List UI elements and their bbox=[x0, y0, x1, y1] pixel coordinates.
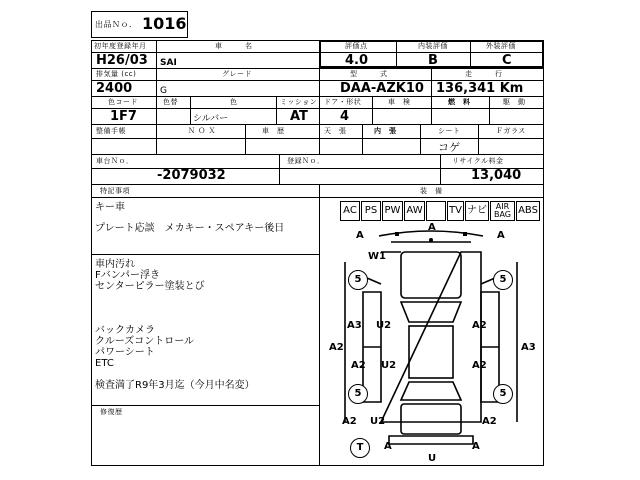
equip-pw: PW bbox=[382, 201, 403, 221]
displacement-label: 排気量 (cc) bbox=[96, 70, 137, 78]
doors-value: 4 bbox=[340, 109, 350, 124]
recycle-value: 13,040 bbox=[471, 168, 522, 183]
tyre-front-left: 5 bbox=[348, 270, 368, 290]
mission-value: AT bbox=[290, 109, 308, 124]
mission-label: ミッション bbox=[280, 98, 318, 106]
drive-label: 駆 動 bbox=[503, 98, 526, 106]
note-line: プレート応談 メカキー・スペアキー後日 bbox=[95, 223, 285, 234]
equip-navi: ナビ bbox=[465, 201, 489, 221]
mark-u2-left: U2 bbox=[376, 320, 392, 331]
lot-label: 出品Ｎｏ． bbox=[95, 20, 138, 29]
color-swap-label: 色替 bbox=[163, 98, 178, 106]
tyre-rear-right: 5 bbox=[493, 384, 513, 404]
manual-label: 整備手帳 bbox=[96, 127, 126, 135]
note-line: Fバンパー浮き bbox=[95, 270, 161, 281]
mark-a2-right-3: A2 bbox=[482, 416, 497, 427]
tyre-front-right: 5 bbox=[493, 270, 513, 290]
equip-airbag: AIR BAG bbox=[490, 201, 515, 221]
chassis-label: 車台Ｎｏ． bbox=[96, 157, 134, 165]
note-line: ETC bbox=[95, 358, 114, 369]
mark-u2-left-3: U2 bbox=[370, 416, 386, 427]
displacement-value: 2400 bbox=[96, 81, 133, 96]
lot-number-box bbox=[91, 11, 188, 38]
model-label: 型 式 bbox=[350, 70, 388, 78]
mileage-label: 走 行 bbox=[465, 70, 503, 78]
mark-u2-left-2: U2 bbox=[381, 360, 397, 371]
equip-ps: PS bbox=[361, 201, 381, 221]
note-line: パワーシート bbox=[95, 347, 155, 358]
equip-abs: ABS bbox=[516, 201, 540, 221]
chassis-value: -2079032 bbox=[157, 168, 226, 183]
equip-aw: AW bbox=[404, 201, 425, 221]
seat-value: コゲ bbox=[438, 141, 460, 154]
car-diagram bbox=[319, 222, 544, 466]
color-value: シルバー bbox=[193, 114, 229, 124]
mark-a2-left-2: A2 bbox=[351, 360, 366, 371]
mark-front-right: A bbox=[497, 230, 505, 241]
mark-rear-bumper: U bbox=[428, 453, 437, 464]
repair-label: 修復歴 bbox=[100, 408, 123, 416]
recycle-label: リサイクル料金 bbox=[452, 157, 504, 165]
reg-no-label: 登録Ｎｏ． bbox=[287, 157, 325, 165]
color-label: 色 bbox=[230, 98, 238, 106]
note-line: 検査満了R9年3月迄（今月中名変） bbox=[95, 380, 255, 391]
interior-value: B bbox=[428, 53, 438, 68]
mark-a3-left: A3 bbox=[347, 320, 362, 331]
mileage-value: 136,341 Km bbox=[436, 81, 524, 96]
mark-a2-left-3: A2 bbox=[342, 416, 357, 427]
mark-a2-right-2: A2 bbox=[472, 360, 487, 371]
color-code-label: 色コード bbox=[108, 98, 138, 106]
model-value: DAA-AZK10 bbox=[340, 81, 424, 96]
note-line: 車内汚れ bbox=[95, 259, 135, 270]
first-reg-value: H26/03 bbox=[96, 53, 148, 68]
mark-front-top: A bbox=[428, 222, 436, 233]
notes-label: 特記事項 bbox=[100, 187, 130, 195]
exterior-label: 外装評価 bbox=[486, 42, 516, 50]
lot-number: 1016 bbox=[142, 14, 187, 33]
fglass-label: Ｆガラス bbox=[496, 127, 526, 135]
mark-a3-side-right: A3 bbox=[521, 342, 536, 353]
doors-label: ドア・形状 bbox=[324, 98, 362, 106]
equip-tv: TV bbox=[447, 201, 464, 221]
score-value: 4.0 bbox=[345, 53, 369, 68]
grade-value: G bbox=[160, 86, 167, 96]
note-line: クルーズコントロール bbox=[95, 336, 194, 347]
mark-rear-left: A bbox=[384, 441, 392, 452]
equipment-label: 装 備 bbox=[420, 187, 443, 195]
exterior-value: C bbox=[502, 53, 512, 68]
mark-front-left: A bbox=[356, 230, 364, 241]
tyre-spare: T bbox=[350, 438, 370, 458]
mark-a2-right: A2 bbox=[472, 320, 487, 331]
score-label: 評価点 bbox=[345, 42, 368, 50]
first-reg-label: 初年度登録年月 bbox=[94, 42, 147, 50]
grade-label: グレード bbox=[222, 70, 252, 78]
car-name-label: 車 名 bbox=[215, 42, 253, 50]
fuel-label: 燃 料 bbox=[448, 98, 471, 106]
mark-rear-right: A bbox=[472, 441, 480, 452]
body-outline-shape bbox=[381, 252, 481, 422]
equip-ac: AC bbox=[340, 201, 360, 221]
mark-a2-side-left: A2 bbox=[329, 342, 344, 353]
upholstery-label: 内 張 bbox=[374, 127, 397, 135]
tyre-rear-left: 5 bbox=[348, 384, 368, 404]
hood-shape bbox=[401, 252, 461, 298]
color-code-value: 1F7 bbox=[110, 109, 137, 124]
equip-blank bbox=[426, 201, 446, 221]
seat-label: シート bbox=[438, 127, 461, 135]
note-line: センターピラー塗装とび bbox=[95, 281, 205, 292]
note-line: キー車 bbox=[95, 202, 125, 213]
mark-windshield: W1 bbox=[368, 251, 386, 262]
roof-label: 天 張 bbox=[324, 127, 347, 135]
history-label: 車 歴 bbox=[262, 127, 285, 135]
inspection-label: 車 検 bbox=[388, 98, 411, 106]
car-name-value: SAI bbox=[160, 58, 177, 68]
interior-label: 内装評価 bbox=[418, 42, 448, 50]
nox-label: Ｎ Ｏ Ｘ bbox=[188, 127, 216, 135]
note-line: バックカメラ bbox=[95, 325, 155, 336]
